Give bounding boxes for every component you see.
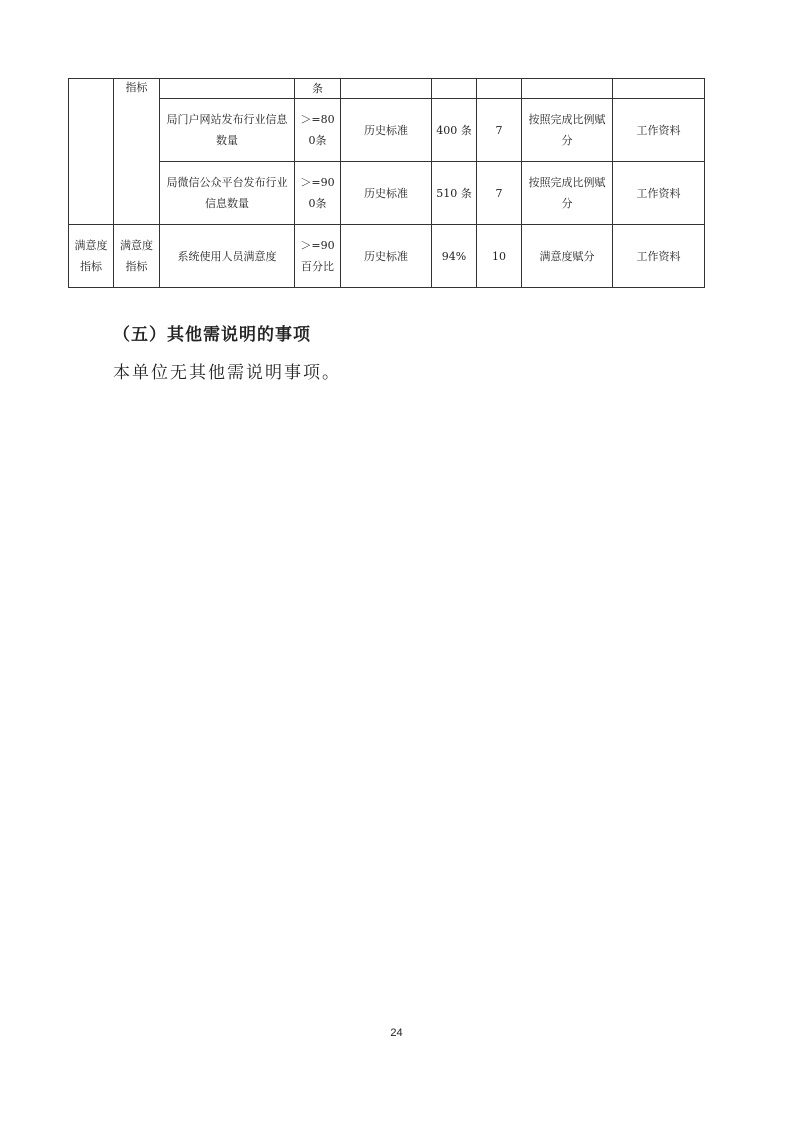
method-cell: 按照完成比例赋分 (522, 162, 613, 225)
source-cell: 工作资料 (613, 162, 705, 225)
actual-cell (432, 79, 477, 99)
section-body-text: 本单位无其他需说明事项。 (113, 363, 341, 383)
standard-cell: 历史标准 (341, 225, 432, 288)
performance-table (68, 78, 705, 288)
actual-cell: 510 条 (432, 162, 477, 225)
category-level1-cell (69, 79, 114, 225)
indicator-cell: 局微信公众平台发布行业信息数量 (160, 162, 295, 225)
table-row (69, 225, 705, 288)
target-cell: ＞=800条 (295, 99, 341, 162)
standard-cell (341, 79, 432, 99)
table-row (69, 79, 705, 99)
method-cell: 满意度赋分 (522, 225, 613, 288)
target-cell: ＞=900条 (295, 162, 341, 225)
table-row (69, 162, 705, 225)
actual-cell: 400 条 (432, 99, 477, 162)
indicator-cell (160, 79, 295, 99)
table-row (69, 99, 705, 162)
indicator-cell: 局门户网站发布行业信息数量 (160, 99, 295, 162)
standard-cell: 历史标准 (341, 99, 432, 162)
source-cell: 工作资料 (613, 225, 705, 288)
target-cell: 条 (295, 79, 341, 99)
standard-cell: 历史标准 (341, 162, 432, 225)
score-cell (477, 79, 522, 99)
indicator-cell: 系统使用人员满意度 (160, 225, 295, 288)
source-cell (613, 79, 705, 99)
method-cell: 按照完成比例赋分 (522, 99, 613, 162)
page-number: 24 (390, 1027, 403, 1039)
score-cell: 7 (477, 162, 522, 225)
section-heading: （五）其他需说明的事项 (113, 325, 311, 345)
category-level2-cell: 满意度指标 (114, 225, 160, 288)
actual-cell: 94% (432, 225, 477, 288)
category-level2-cell: 指标 (114, 79, 160, 225)
category-level1-cell: 满意度指标 (69, 225, 114, 288)
method-cell (522, 79, 613, 99)
score-cell: 7 (477, 99, 522, 162)
source-cell: 工作资料 (613, 99, 705, 162)
target-cell: ＞=90百分比 (295, 225, 341, 288)
score-cell: 10 (477, 225, 522, 288)
